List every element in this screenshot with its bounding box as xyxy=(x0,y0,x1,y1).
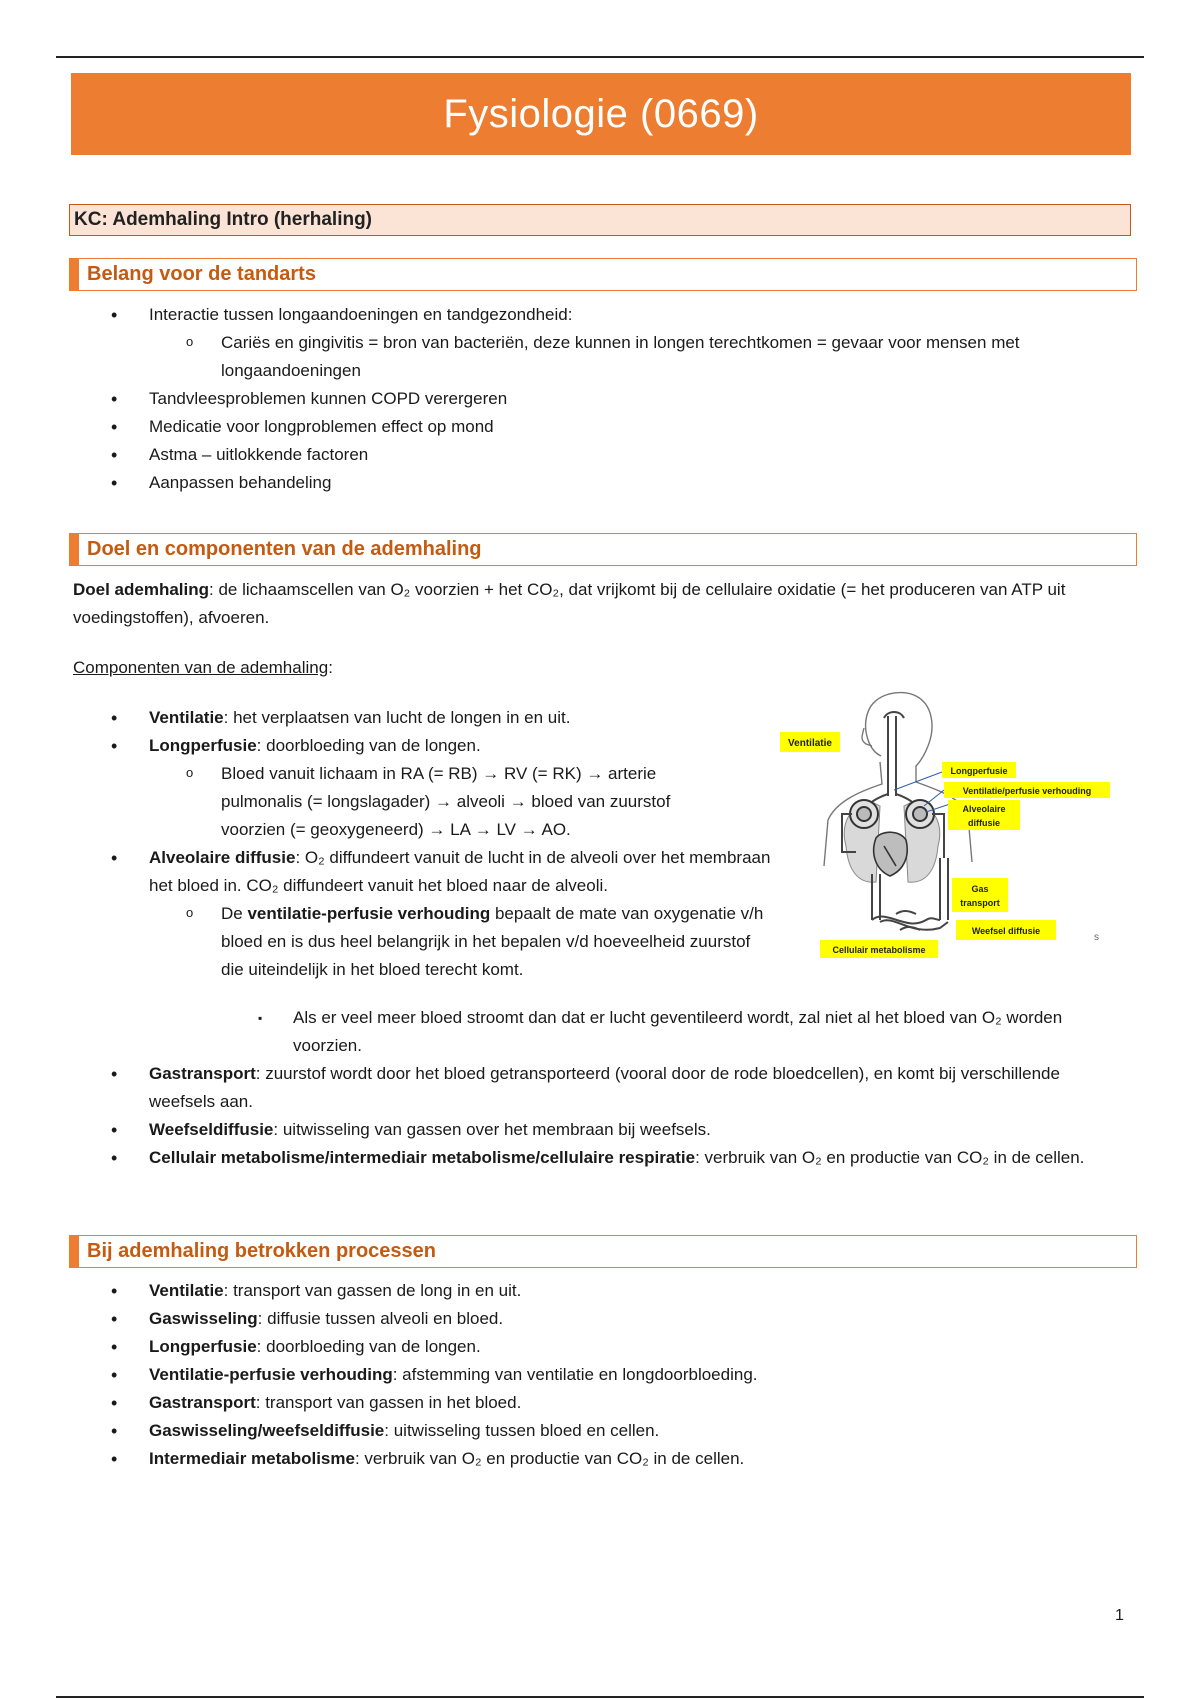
list-item: • Gaswisseling/weefseldiffusie: uitwisseling tussen bloed en cellen. xyxy=(72,1417,1122,1445)
list-item: • Intermediair metabolisme: verbruik van O₂ en productie van CO₂ in de cellen. xyxy=(72,1445,1122,1473)
label-gas-transport xyxy=(952,878,1008,912)
respiration-diagram xyxy=(776,686,1128,962)
heart xyxy=(874,832,908,876)
list-item: • Gaswisseling: diffusie tussen alveoli en bloed. xyxy=(72,1305,1122,1333)
list-componenten-a xyxy=(72,704,772,984)
list-item: • Cellulair metabolisme/intermediair metabolisme/cellulaire respiratie: verbruik van O₂ en productie van CO₂ in de cellen. xyxy=(72,1144,1122,1172)
list-item: • Gastransport: transport van gassen in het bloed. xyxy=(72,1389,1122,1417)
airway xyxy=(864,712,920,810)
list-item: • Longperfusie: doorbloeding van de longen. xyxy=(72,1333,1122,1361)
componenten-label: Componenten van de ademhaling: xyxy=(73,658,333,677)
list-item: • Aanpassen behandeling xyxy=(72,469,1122,497)
page-number: 1 xyxy=(1115,1607,1124,1624)
alveoli xyxy=(850,800,934,828)
kc-heading: KC: Ademhaling Intro (herhaling) xyxy=(69,204,1131,236)
list-item: ▪ Als er veel meer bloed stroomt dan dat er lucht geventileerd wordt, zal niet al het bloed van O₂ worden voorzien. xyxy=(72,1004,1122,1060)
list-item: • Longperfusie: doorbloeding van de longen. xyxy=(72,732,772,760)
list-item: • Weefseldiffusie: uitwisseling van gassen over het membraan bij weefsels. xyxy=(72,1116,1122,1144)
svg-text:diffusie: diffusie xyxy=(967,818,1001,828)
list-item: • Medicatie voor longproblemen effect op mond xyxy=(72,413,1122,441)
top-rule xyxy=(56,56,1144,58)
svg-text:Weefsel diffusie: Weefsel diffusie xyxy=(971,926,1041,936)
list-item: • Alveolaire diffusie: O₂ diffundeert vanuit de lucht in de alveoli over het membraan het bloed in. CO₂ diffundeert vanuit het bloed naar de alveoli. xyxy=(72,844,772,900)
doel-term: Doel ademhaling xyxy=(73,580,210,599)
section-heading-processen: Bij ademhaling betrokken processen xyxy=(69,1235,1137,1268)
stray-mark: s xyxy=(1094,932,1099,943)
svg-text:Alveolaire: Alveolaire xyxy=(962,804,1006,814)
list-item: • Ventilatie: het verplaatsen van lucht de longen in en uit. xyxy=(72,704,772,732)
section-heading-doel: Doel en componenten van de ademhaling xyxy=(69,533,1137,566)
label-cellulair-metabolisme xyxy=(820,940,938,958)
svg-text:transport: transport xyxy=(960,898,1000,908)
label-weefsel-diffusie xyxy=(956,920,1056,940)
list-belang xyxy=(72,301,1122,497)
svg-text:Cellulair metabolisme: Cellulair metabolisme xyxy=(832,945,926,955)
label-longperfusie xyxy=(942,762,1016,778)
list-componenten-b xyxy=(72,1004,1122,1172)
list-item: o Bloed vanuit lichaam in RA (= RB) → RV (= RK) → arterie pulmonalis (= longslagader) → alveoli → bloed van zuurstof voorzien (= geoxygeneerd) → LA → LV → AO. xyxy=(72,760,772,844)
list-item: o Cariës en gingivitis = bron van bacteriën, deze kunnen in longen terechtkomen = gevaar voor mensen met longaandoeningen xyxy=(72,329,1122,385)
list-item: • Interactie tussen longaandoeningen en tandgezondheid: xyxy=(72,301,1122,329)
list-item: • Ventilatie: transport van gassen de long in en uit. xyxy=(72,1277,1122,1305)
document-title: Fysiologie (0669) xyxy=(71,73,1131,155)
list-item: o De ventilatie-perfusie verhouding bepaalt de mate van oxygenatie v/h bloed en is dus heel belangrijk in het bepalen v/d hoeveelheid zuurstof die uiteindelijk in het bloed terecht komt. xyxy=(72,900,772,984)
svg-text:Ventilatie/perfusie verhouding: Ventilatie/perfusie verhouding xyxy=(962,786,1092,796)
svg-text:Longperfusie: Longperfusie xyxy=(950,766,1008,776)
label-alveolaire-diffusie xyxy=(948,800,1020,830)
svg-text:Gas: Gas xyxy=(971,884,989,894)
list-item: • Gastransport: zuurstof wordt door het bloed getransporteerd (vooral door de rode bloedcellen), en komt bij verschillende weefsels aan. xyxy=(72,1060,1122,1116)
doel-paragraph xyxy=(73,576,1123,632)
svg-text:Ventilatie: Ventilatie xyxy=(788,738,832,749)
label-ventilatie-perfusie xyxy=(944,782,1110,798)
section-heading-belang: Belang voor de tandarts xyxy=(69,258,1137,291)
doel-text: : de lichaamscellen van O₂ voorzien + het CO₂, dat vrijkomt bij de cellulaire oxidatie (= het produceren van ATP uit voedingstoffen), afvoeren. xyxy=(73,580,1066,627)
list-item: • Ventilatie-perfusie verhouding: afstemming van ventilatie en longdoorbloeding. xyxy=(72,1361,1122,1389)
list-item: • Tandvleesproblemen kunnen COPD verergeren xyxy=(72,385,1122,413)
label-ventilatie xyxy=(780,732,840,752)
bottom-rule xyxy=(56,1696,1144,1698)
list-item: • Astma – uitlokkende factoren xyxy=(72,441,1122,469)
list-processen xyxy=(72,1277,1122,1473)
